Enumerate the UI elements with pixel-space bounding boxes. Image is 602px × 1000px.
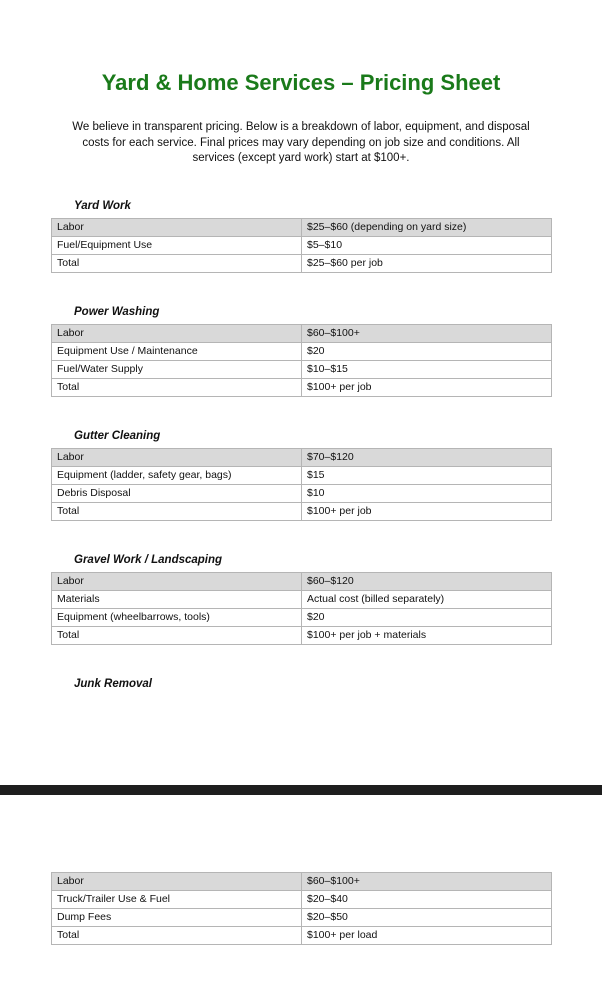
table-row bbox=[52, 627, 552, 645]
table-cell: $100+ per load bbox=[302, 927, 552, 945]
table-cell: $10–$15 bbox=[302, 361, 552, 379]
table-row bbox=[52, 237, 552, 255]
page-break-divider bbox=[0, 785, 602, 795]
table-cell: Total bbox=[52, 927, 302, 945]
table-cell: $15 bbox=[302, 467, 552, 485]
junk-removal-table bbox=[51, 872, 552, 945]
table-cell: Equipment Use / Maintenance bbox=[52, 343, 302, 361]
table-row bbox=[52, 449, 552, 467]
table-cell: Materials bbox=[52, 591, 302, 609]
table-cell: Labor bbox=[52, 873, 302, 891]
table-row bbox=[52, 219, 552, 237]
table-cell: $20 bbox=[302, 343, 552, 361]
table-cell: Total bbox=[52, 503, 302, 521]
table-cell: Truck/Trailer Use & Fuel bbox=[52, 891, 302, 909]
table-cell: Labor bbox=[52, 219, 302, 237]
table-cell: Labor bbox=[52, 449, 302, 467]
table-cell: $60–$100+ bbox=[302, 325, 552, 343]
table-cell: $10 bbox=[302, 485, 552, 503]
table-cell: Debris Disposal bbox=[52, 485, 302, 503]
table-cell: Total bbox=[52, 627, 302, 645]
yard-work-table bbox=[51, 218, 552, 273]
section-heading-gravel-work: Gravel Work / Landscaping bbox=[74, 554, 223, 566]
table-cell: Total bbox=[52, 255, 302, 273]
table-cell: $25–$60 (depending on yard size) bbox=[302, 219, 552, 237]
table-cell: $20 bbox=[302, 609, 552, 627]
table-cell: $60–$100+ bbox=[302, 873, 552, 891]
power-washing-table bbox=[51, 324, 552, 397]
table-cell: Labor bbox=[52, 573, 302, 591]
table-cell: Dump Fees bbox=[52, 909, 302, 927]
table-cell: $25–$60 per job bbox=[302, 255, 552, 273]
section-heading-junk-removal: Junk Removal bbox=[74, 678, 152, 690]
table-cell: Fuel/Water Supply bbox=[52, 361, 302, 379]
table-cell: Labor bbox=[52, 325, 302, 343]
table-row bbox=[52, 343, 552, 361]
section-heading-power-washing: Power Washing bbox=[74, 306, 160, 318]
table-row bbox=[52, 255, 552, 273]
table-row bbox=[52, 485, 552, 503]
table-row bbox=[52, 909, 552, 927]
table-row bbox=[52, 891, 552, 909]
table-cell: Equipment (ladder, safety gear, bags) bbox=[52, 467, 302, 485]
table-cell: $100+ per job + materials bbox=[302, 627, 552, 645]
gravel-work-table bbox=[51, 572, 552, 645]
table-cell: $5–$10 bbox=[302, 237, 552, 255]
table-row bbox=[52, 609, 552, 627]
section-heading-yard-work: Yard Work bbox=[74, 200, 131, 212]
table-row bbox=[52, 467, 552, 485]
table-row bbox=[52, 573, 552, 591]
intro-paragraph: We believe in transparent pricing. Below is a breakdown of labor, equipment, and disposal costs for each service. Final prices may vary depending on job size and conditions. All services (except yard work) start at $100+. bbox=[72, 121, 530, 164]
table-row bbox=[52, 873, 552, 891]
table-row bbox=[52, 591, 552, 609]
gutter-cleaning-table bbox=[51, 448, 552, 521]
table-cell: $60–$120 bbox=[302, 573, 552, 591]
table-row bbox=[52, 927, 552, 945]
page-title: Yard & Home Services – Pricing Sheet bbox=[101, 70, 501, 95]
table-row bbox=[52, 325, 552, 343]
table-cell: Actual cost (billed separately) bbox=[302, 591, 552, 609]
table-cell: Fuel/Equipment Use bbox=[52, 237, 302, 255]
table-row bbox=[52, 503, 552, 521]
table-cell: $20–$50 bbox=[302, 909, 552, 927]
table-row bbox=[52, 361, 552, 379]
section-heading-gutter-cleaning: Gutter Cleaning bbox=[74, 430, 161, 442]
table-row bbox=[52, 379, 552, 397]
table-cell: $100+ per job bbox=[302, 379, 552, 397]
table-cell: $100+ per job bbox=[302, 503, 552, 521]
table-cell: $20–$40 bbox=[302, 891, 552, 909]
table-cell: Total bbox=[52, 379, 302, 397]
table-cell: $70–$120 bbox=[302, 449, 552, 467]
table-cell: Equipment (wheelbarrows, tools) bbox=[52, 609, 302, 627]
